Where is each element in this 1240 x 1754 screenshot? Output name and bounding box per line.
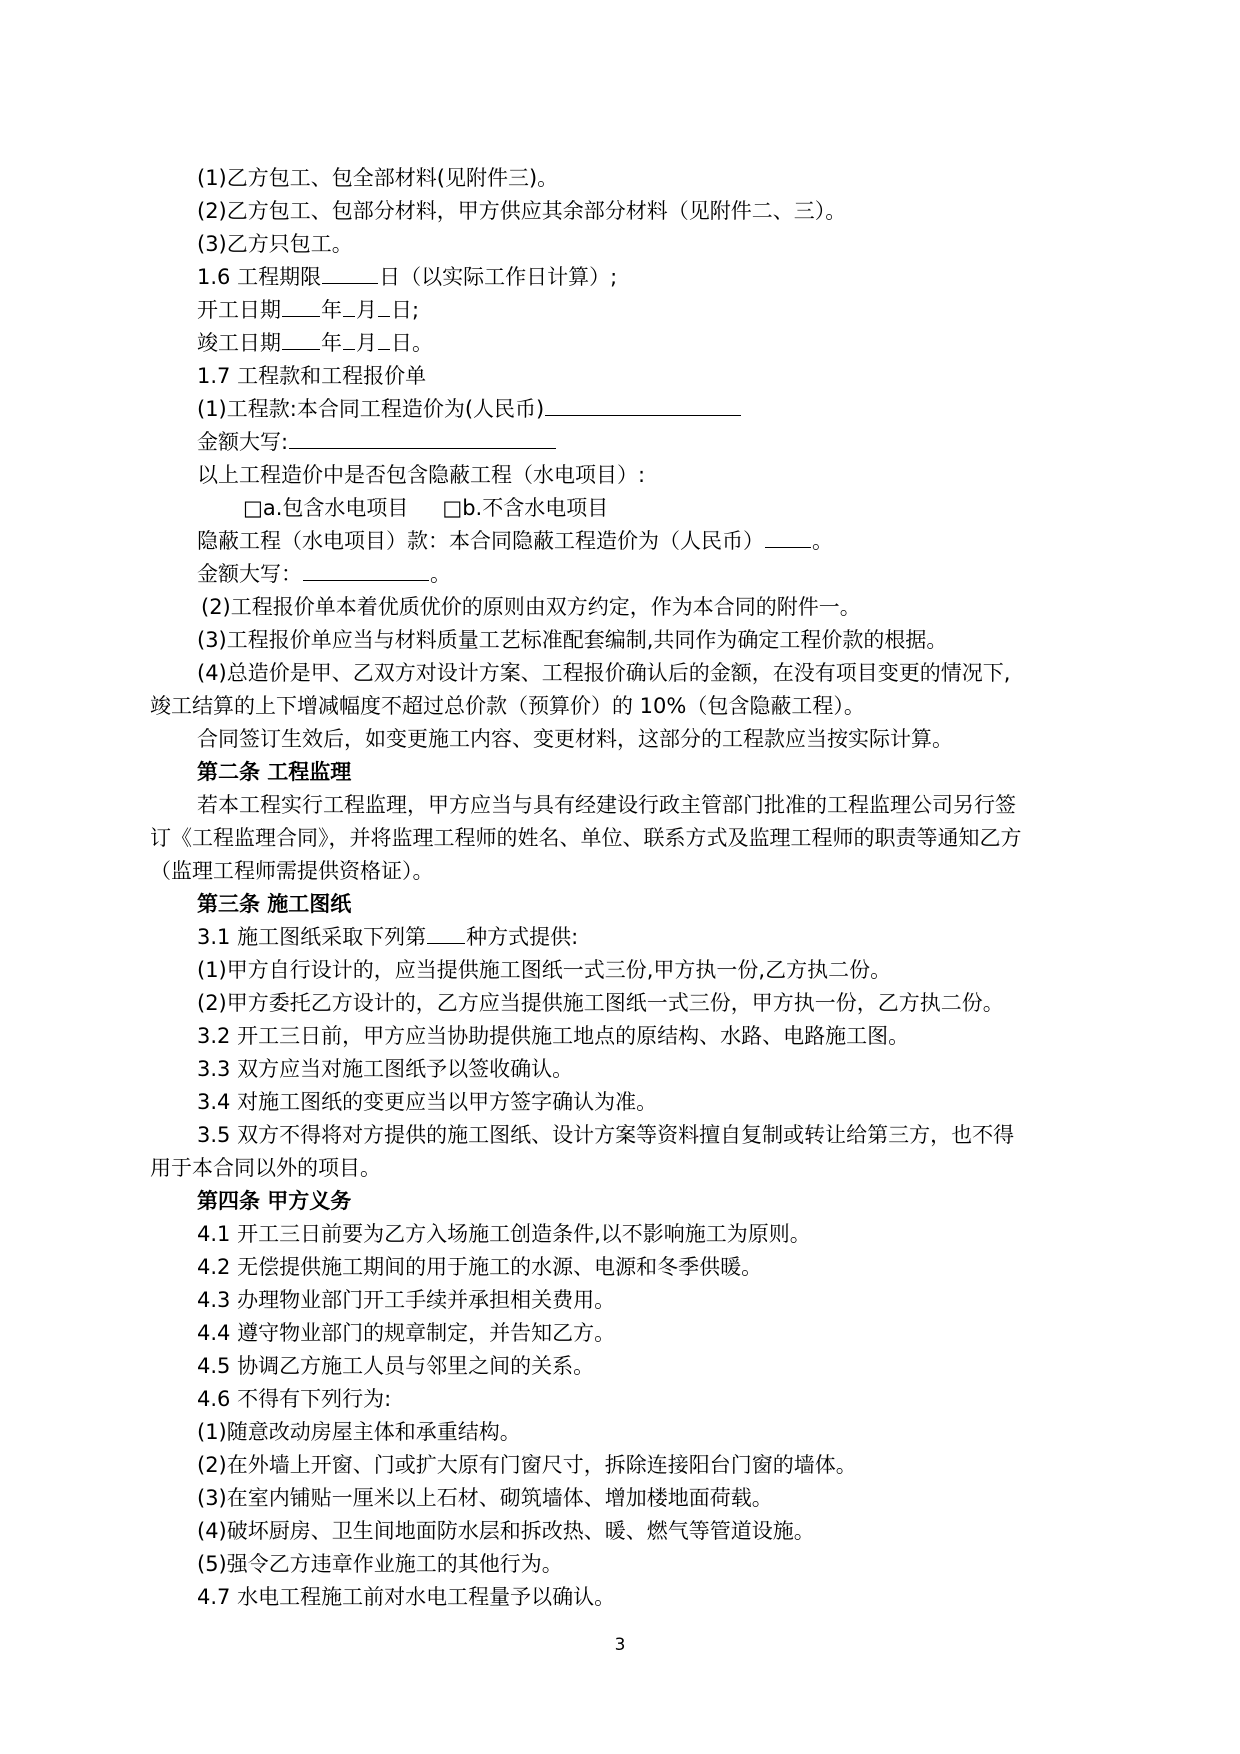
line-text: 开工日期 <box>197 298 281 322</box>
line-text: (2)乙方包工、包部分材料，甲方供应其余部分材料（见附件二、三）。 <box>197 199 847 223</box>
line-text: (5)强令乙方违章作业施工的其他行为。 <box>197 1552 563 1576</box>
article-3-heading <box>197 889 351 919</box>
line-text: 隐蔽工程（水电项目）款：本合同隐蔽工程造价为（人民币） <box>197 529 764 553</box>
line-text: 年 <box>321 298 342 322</box>
line-text: (4)总造价是甲、乙双方对设计方案、工程报价确认后的金额，在没有项目变更的情况下, <box>197 661 1011 685</box>
line-text: 4.1 开工三日前要为乙方入场施工创造条件,以不影响施工为原则。 <box>197 1222 811 1246</box>
line-text: 金额大写： <box>197 562 302 586</box>
line-text: 竣工日期 <box>197 331 281 355</box>
clause-4-3 <box>197 1285 615 1315</box>
line-text: 月 <box>356 331 377 355</box>
line-text: 4.3 办理物业部门开工手续并承担相关费用。 <box>197 1288 616 1312</box>
clause-3-5 <box>197 1120 1014 1150</box>
line-text: 。 <box>812 529 833 553</box>
line-text: (2)甲方委托乙方设计的，乙方应当提供施工图纸一式三份，甲方执一份，乙方执二份。 <box>197 991 1004 1015</box>
line-text: 日。 <box>391 331 433 355</box>
clause-3-1 <box>197 922 578 952</box>
heading-text: 第四条 甲方义务 <box>197 1189 352 1213</box>
clause-4-1 <box>197 1219 811 1249</box>
line-text: 以上工程造价中是否包含隐蔽工程（水电项目）: <box>197 463 646 487</box>
line-text: 日（以实际工作日计算）; <box>379 265 618 289</box>
line-text: 4.4 遵守物业部门的规章制定，并告知乙方。 <box>197 1321 616 1345</box>
change-note <box>197 724 953 754</box>
line-text: 用于本合同以外的项目。 <box>150 1156 381 1180</box>
clause-3-1-option-2 <box>197 988 1004 1018</box>
clause-4-6-item-4 <box>197 1516 815 1546</box>
line-text: 合同签订生效后，如变更施工内容、变更材料，这部分的工程款应当按实际计算。 <box>197 727 953 751</box>
clause-4-6-item-2 <box>197 1450 857 1480</box>
line-text: 4.7 水电工程施工前对水电工程量予以确认。 <box>197 1585 616 1609</box>
line-text: (3)工程报价单应当与材料质量工艺标准配套编制,共同作为确定工程价款的根据。 <box>197 628 948 652</box>
clause-1-5-option-1 <box>197 163 558 193</box>
line-text: 月 <box>356 298 377 322</box>
line-text: （监理工程师需提供资格证）。 <box>150 859 434 883</box>
clause-4-6 <box>197 1384 391 1414</box>
clause-4-6-item-5 <box>197 1549 563 1579</box>
clause-1-5-option-2 <box>197 196 846 226</box>
line-text: (1)工程款:本合同工程造价为(人民币) <box>197 397 545 421</box>
start-date-line <box>197 295 419 325</box>
line-text: 4.5 协调乙方施工人员与邻里之间的关系。 <box>197 1354 595 1378</box>
hidden-works-question <box>197 460 645 490</box>
clause-4-6-item-3 <box>197 1483 773 1513</box>
line-text: 3.3 双方应当对施工图纸予以签收确认。 <box>197 1057 574 1081</box>
line-text: 3.2 开工三日前，甲方应当协助提供施工地点的原结构、水路、电路施工图。 <box>197 1024 910 1048</box>
page-number: 3 <box>614 1635 626 1655</box>
option-include-checkbox[interactable]: □a.包含水电项目 <box>243 496 409 520</box>
start-month-blank[interactable] <box>343 296 355 317</box>
hidden-works-amount-line <box>197 559 451 589</box>
line-text: 3.5 双方不得将对方提供的施工图纸、设计方案等资料擅自复制或转让给第三方，也不得 <box>197 1123 1015 1147</box>
line-text: 种方式提供: <box>466 925 579 949</box>
line-text: (4)破坏厨房、卫生间地面防水层和拆改热、暖、燃气等管道设施。 <box>197 1519 815 1543</box>
line-text: (2)在外墙上开窗、门或扩大原有门窗尺寸，拆除连接阳台门窗的墙体。 <box>197 1453 857 1477</box>
clause-4-4 <box>197 1318 615 1348</box>
days-blank[interactable] <box>322 263 378 284</box>
clause-1-6-duration <box>197 262 617 292</box>
clause-3-1-option-1 <box>197 955 891 985</box>
line-text: 年 <box>321 331 342 355</box>
clause-1-7-heading <box>197 361 426 391</box>
line-text: 金额大写: <box>197 430 289 454</box>
hidden-works-amount-blank[interactable] <box>303 560 429 581</box>
end-date-line <box>197 328 433 358</box>
end-day-blank[interactable] <box>378 329 390 350</box>
clause-4-5 <box>197 1351 594 1381</box>
hidden-works-price-line <box>197 526 833 556</box>
line-text: (2)工程报价单本着优质优价的原则由双方约定，作为本合同的附件一。 <box>201 595 861 619</box>
line-text: 3.4 对施工图纸的变更应当以甲方签字确认为准。 <box>197 1090 658 1114</box>
line-text: (3)在室内铺贴一厘米以上石材、砌筑墙体、增加楼地面荷载。 <box>197 1486 773 1510</box>
quotation-item-4 <box>197 658 1010 688</box>
line-text: 订《工程监理合同》，并将监理工程师的姓名、单位、联系方式及监理工程师的职责等通知乙方 <box>150 826 1022 850</box>
article-4-heading <box>197 1186 351 1216</box>
clause-3-4 <box>197 1087 657 1117</box>
clause-3-5-cont <box>150 1153 381 1183</box>
line-text: 1.7 工程款和工程报价单 <box>197 364 427 388</box>
article-2-para-end <box>150 856 434 886</box>
line-text: (3)乙方只包工。 <box>197 232 353 256</box>
line-text: 若本工程实行工程监理，甲方应当与具有经建设行政主管部门批准的工程监理公司另行签 <box>197 793 1016 817</box>
heading-text: 第三条 施工图纸 <box>197 892 352 916</box>
line-text: 4.6 不得有下列行为: <box>197 1387 392 1411</box>
line-text: (1)随意改动房屋主体和承重结构。 <box>197 1420 521 1444</box>
hidden-works-price-blank[interactable] <box>765 527 811 548</box>
option-exclude-checkbox[interactable]: □b.不含水电项目 <box>442 496 609 520</box>
line-text: 日; <box>391 298 420 322</box>
quotation-item-4-cont <box>150 691 865 721</box>
clause-4-7 <box>197 1582 615 1612</box>
quotation-item-2 <box>201 592 861 622</box>
end-month-blank[interactable] <box>343 329 355 350</box>
article-2-heading <box>197 757 351 787</box>
method-number-blank[interactable] <box>427 923 465 944</box>
hidden-works-options <box>243 493 608 523</box>
contract-price-line <box>197 394 742 424</box>
clause-4-6-item-1 <box>197 1417 521 1447</box>
amount-in-words-blank[interactable] <box>289 428 556 449</box>
clause-3-3 <box>197 1054 573 1084</box>
heading-text: 第二条 工程监理 <box>197 760 352 784</box>
end-year-blank[interactable] <box>282 329 320 350</box>
line-text: 1.6 工程期限 <box>197 265 322 289</box>
contract-price-blank[interactable] <box>545 395 741 416</box>
amount-in-words-line <box>197 427 557 457</box>
line-text: 竣工结算的上下增减幅度不超过总价款（预算价）的 10%（包含隐蔽工程）。 <box>150 694 865 718</box>
clause-4-2 <box>197 1252 762 1282</box>
line-text: (1)乙方包工、包全部材料(见附件三)。 <box>197 166 559 190</box>
line-text: 。 <box>430 562 451 586</box>
quotation-item-3 <box>197 625 947 655</box>
line-text: (1)甲方自行设计的，应当提供施工图纸一式三份,甲方执一份,乙方执二份。 <box>197 958 892 982</box>
clause-1-5-option-3 <box>197 229 353 259</box>
clause-3-2 <box>197 1021 909 1051</box>
line-text: 3.1 施工图纸采取下列第 <box>197 925 427 949</box>
start-day-blank[interactable] <box>378 296 390 317</box>
article-2-para <box>197 790 1016 820</box>
line-text: 4.2 无偿提供施工期间的用于施工的水源、电源和冬季供暖。 <box>197 1255 763 1279</box>
start-year-blank[interactable] <box>282 296 320 317</box>
article-2-para-cont <box>150 823 1022 853</box>
